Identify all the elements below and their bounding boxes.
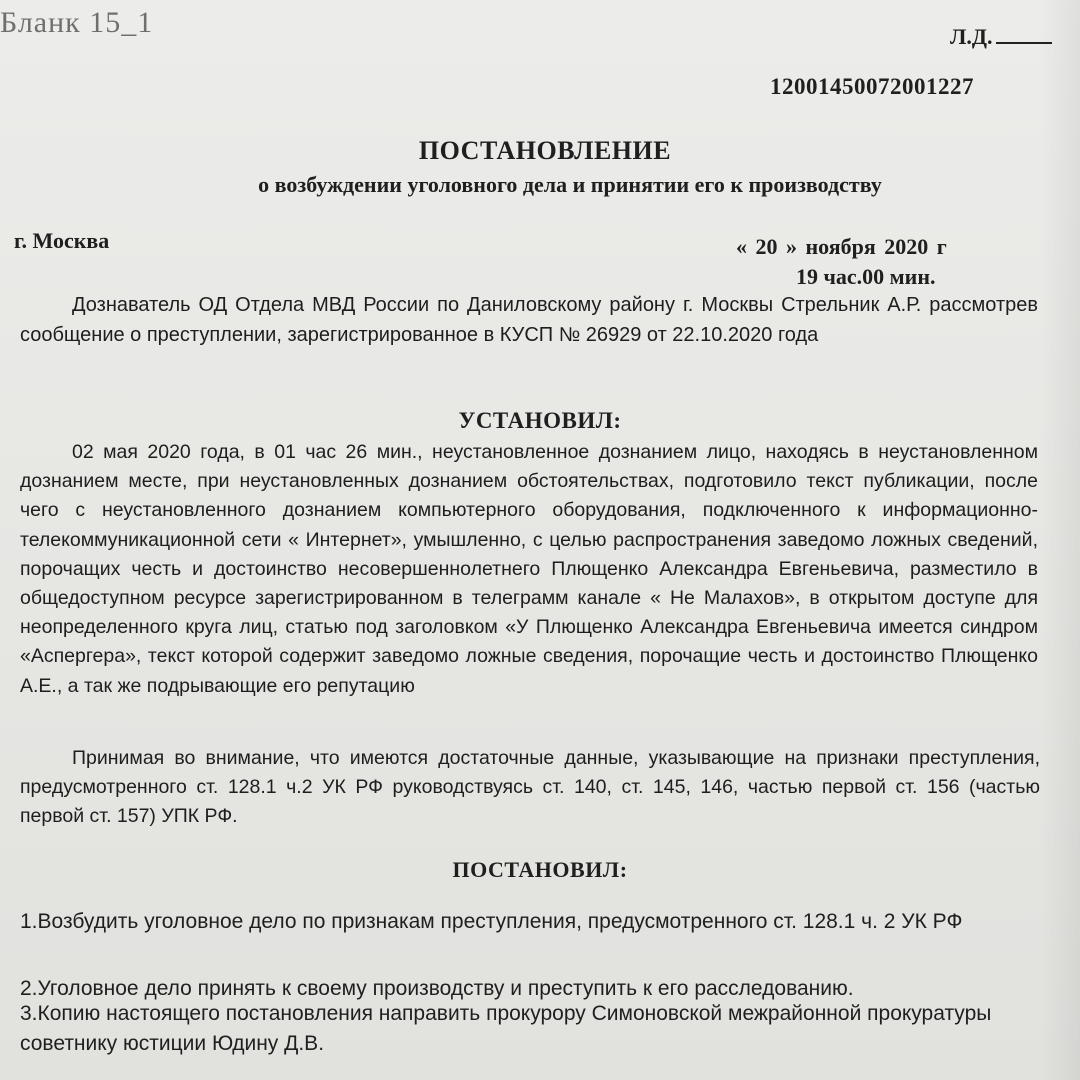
established-heading: УСТАНОВИЛ: bbox=[458, 408, 622, 433]
document-time: 19 час.00 мин. bbox=[796, 264, 936, 289]
resolution-item-1: 1.Возбудить уголовное дело по признакам преступления, предусмотренного ст. 128.1 ч. 2 УК РФ bbox=[20, 910, 963, 933]
city: г. Москва bbox=[14, 228, 110, 253]
case-file-label bbox=[950, 24, 1052, 50]
form-label: Бланк 15_1 bbox=[0, 6, 154, 39]
ld-blank-line bbox=[996, 42, 1052, 44]
resolution-item-3: 3.Копию настоящего постановления направить прокурору Симоновской межрайонной прокуратуры советнику юстиции Юдину Д.В. bbox=[20, 1002, 992, 1055]
case-number: 12001450072001227 bbox=[770, 74, 974, 99]
document-title: ПОСТАНОВЛЕНИЕ bbox=[418, 136, 672, 165]
resolved-heading: ПОСТАНОВИЛ: bbox=[452, 857, 628, 882]
resolution-item-2: 2.Уголовное дело принять к своему производству и преступить к его расследованию. bbox=[20, 977, 854, 1000]
document-subtitle: о возбуждении уголовного дела и принятии его к производству bbox=[258, 172, 882, 197]
intro-paragraph: Дознаватель ОД Отдела МВД России по Даниловскому району г. Москвы Стрельник А.Р. рассмотрев сообщение о преступлении, зарегистрированное в КУСП № 26929 от 22.10.2020 года bbox=[20, 294, 1038, 346]
considering-paragraph: Принимая во внимание, что имеются достаточные данные, указывающие на признаки преступления, предусмотренного ст. 128.1 ч.2 УК РФ руководствуясь ст. 140, ст. 145, 146, частью первой ст. 156 (частью первой ст. 157) УПК РФ. bbox=[20, 747, 1040, 828]
ld-text: Л.Д. bbox=[950, 24, 993, 49]
established-paragraph: 02 мая 2020 года, в 01 час 26 мин., неустановленное дознанием лицо, находясь в неустановленном дознанием месте, при неустановленных дознанием обстоятельствах, подготовило текст публикации, после чего с неустановленного дознанием компьютерного оборудования, подключенного к информационно-телекоммуникационной сети « Интернет», умышленно, с целью распространения заведомо ложных сведений, порочащих честь и достоинство несовершеннолетнего Плющенко Александра Евгеньевича, разместило в общедоступном ресурсе зарегистрированном в телеграмм канале « Не Малахов», в открытом доступе для неопределенного круга лиц, статью под заголовком «У Плющенко Александра Евгеньевича имеется синдром «Аспергера», текст которой содержит заведомо ложные сведения, порочащие честь и достоинство Плющенко А.Е., а так же подрывающие его репутацию bbox=[20, 441, 1038, 697]
document-date: « 20 » ноября 2020 г bbox=[736, 234, 947, 259]
